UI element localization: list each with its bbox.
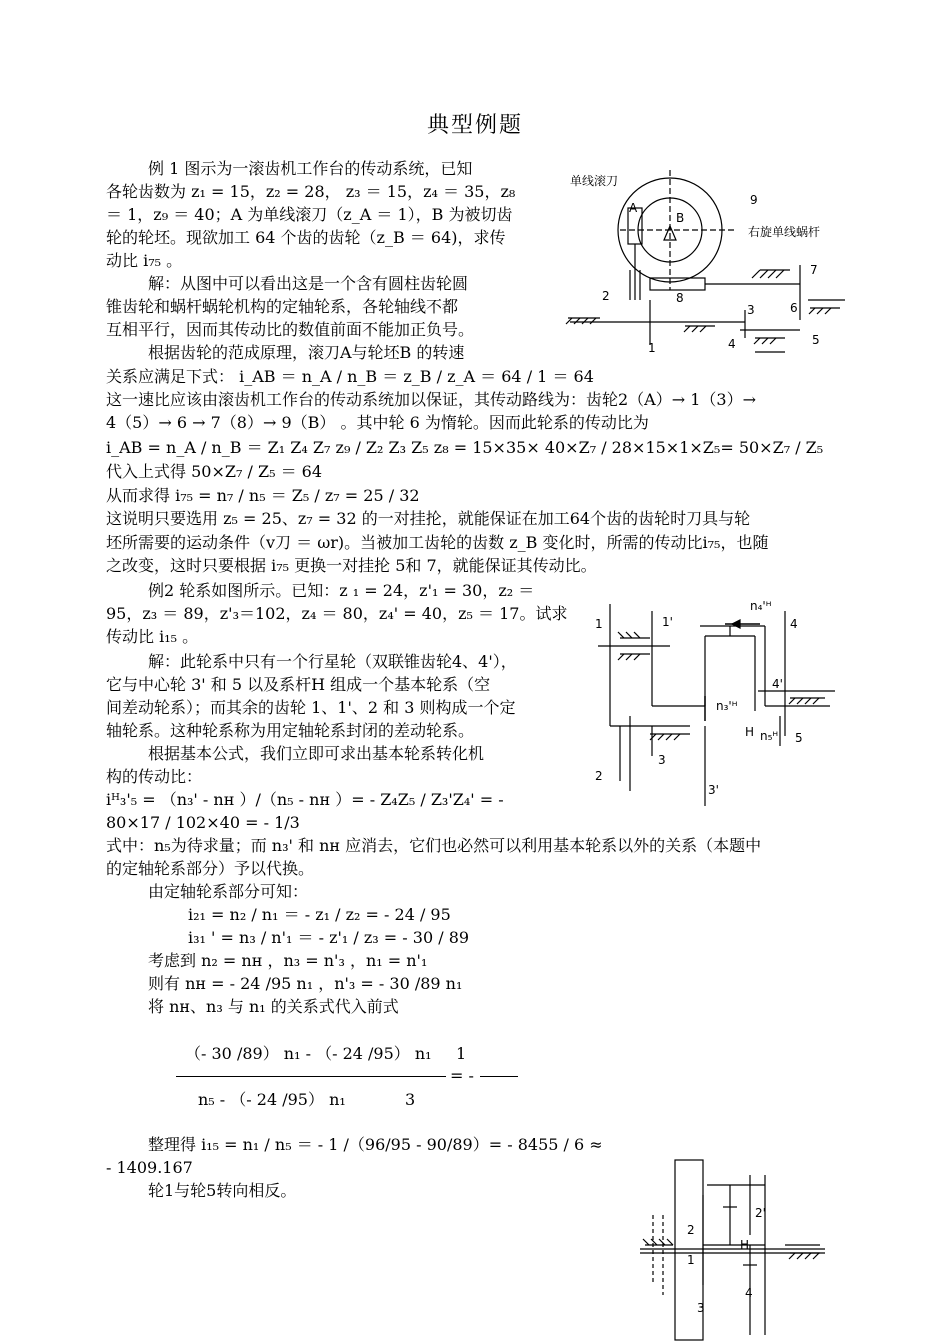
text-line: 关系应满足下式： i_AB ＝ n_A / n_B ＝ z_B / z_A ＝ 64 / 1 ＝ 64 [106,367,594,386]
label-2: 2 [602,289,610,303]
text-line: 根据基本公式，我们立即可求出基本轮系转化机 [148,744,485,763]
text-line: 的定轴轮系部分）予以代换。 [106,859,315,878]
label-3: 3 [747,303,755,317]
label-5: 5 [795,731,803,745]
label-7: 7 [810,263,818,277]
text-line: - 1409.167 [106,1158,193,1177]
rhs-numerator: 1 [456,1044,467,1063]
text-line: 例2 轮系如图所示。已知：z ₁ = 24，z'₁ = 30，z₂ ＝ [148,581,535,600]
text-line: 95，z₃ ＝ 89，z'₃＝102，z₄ ＝ 80，z₄' = 40，z₅ ＝ 17。试求 [106,604,568,623]
text-line: i₂₁ = n₂ / n₁ ＝ - z₁ / z₂ = - 24 / 95 [188,905,451,924]
label-1: 1 [648,341,656,355]
text-line: 80×17 / 102×40 = - 1/3 [106,813,300,832]
text-line: 各轮齿数为 z₁ = 15，z₂ = 28， z₃ ＝ 15，z₄ ＝ 35，z₈ [106,182,516,201]
text-line: 轮1与轮5转向相反。 [148,1181,297,1200]
text-line: ＝ 1，z₉ ＝ 40；A 为单线滚刀（z_A ＝ 1），B 为被切齿 [106,205,513,224]
text-line: iᴴ₃'₅ = （n₃' - nʜ ）/（n₅ - nʜ ）= - Z₄Z₅ / Z₃'Z₄' = - [106,790,504,809]
text-line: 动比 i₇₅ 。 [106,251,183,270]
text-line: 代入上式得 50×Z₇ / Z₅ ＝ 64 [106,462,323,481]
text-line: 考虑到 n₂ = nʜ ，n₃ = n'₃ ，n₁ = n'₁ [148,951,428,970]
text-line: 这一速比应该由滚齿机工作台的传动系统加以保证，其传动路线为：齿轮2（A）→ 1（3）→ [106,390,756,409]
label-3: 3 [658,753,666,767]
text-line: i₃₁ ' = n₃ / n'₁ ＝ - z'₁ / z₃ = - 30 / 89 [188,928,470,947]
label-8: 8 [676,291,684,305]
label-3: 3 [697,1301,705,1315]
text-line: 式中：n₅为待求量；而 n₃' 和 nʜ 应消去，它们也必然可以利用基本轮系以外的关系（本题中 [106,836,762,855]
n3h-label: n₃'ᴴ [716,699,738,713]
label-2p: 2' [755,1206,766,1220]
text-line: 互相平行，因而其传动比的数值前面不能加正负号。 [106,320,475,339]
text-line: 轮的轮坯。现欲加工 64 个齿的齿轮（z_B ＝ 64)，求传 [106,228,506,247]
label-4: 4 [745,1286,753,1300]
label-1: 1 [687,1253,695,1267]
figure-hobbing-transmission [560,160,850,360]
label-9: 9 [750,193,758,207]
text-line: 例 1 图示为一滚齿机工作台的传动系统，已知 [148,159,473,178]
n5h-label: n₅ᴴ [760,729,779,743]
label-a: A [629,201,638,215]
page-title: 典型例题 [426,113,523,138]
text-line: 间差动轮系）；而其余的齿轮 1、1'、2 和 3 则构成一个定 [106,698,516,717]
text-line: 从而求得 i₇₅ = n₇ / n₅ ＝ Z₅ / z₇ = 25 / 32 [106,486,420,505]
text-line: 由定轴轮系部分可知： [148,882,309,901]
label-2: 2 [687,1223,695,1237]
label-1: 1 [595,617,603,631]
text-line: 整理得 i₁₅ = n₁ / n₅ ＝ - 1 /（96/95 - 90/89）= - 8455 / 6 ≈ [148,1135,603,1154]
text-line: i_AB = n_A / n_B ＝ Z₁ Z₄ Z₇ z₉ / Z₂ Z₃ Z₅ z₈ = 15×35× 40×Z₇ / 28×15×1×Z₅= 50×Z₇ / Z₅ [106,438,824,457]
text-line: 之改变，这时只要根据 i₇₅ 更换一对挂抡 5和 7，就能保证其传动比。 [106,556,597,575]
figure-differential-train [590,596,840,806]
text-line: 坯所需要的运动条件（v刀 ＝ ωr)。当被加工齿轮的齿数 z_B 变化时，所需的传动比i₇₅，也随 [106,533,769,552]
label-4: 4 [790,617,798,631]
text-line: 这说明只要选用 z₅ = 25、z₇ = 32 的一对挂抡，就能保证在加工64个齿的齿轮时刀具与轮 [106,509,751,528]
label-b: B [676,211,685,225]
text-line: 锥齿轮和蜗杆蜗轮机构的定轴轮系，各轮轴线不都 [106,297,459,316]
rhs-denominator: 3 [405,1090,416,1109]
worm-label: 右旋单线蜗杆 [748,225,821,239]
text-line: 传动比 i₁₅ 。 [106,627,199,646]
text-line: 解：此轮系中只有一个行星轮（双联锥齿轮4、4'）， [148,652,517,671]
fraction-bar [176,1076,446,1077]
label-4p: 4' [772,677,783,691]
label-3p: 3' [708,783,719,797]
text-line: 4（5）→ 6 → 7（8）→ 9（B） 。其中轮 6 为惰轮。因而此轮系的传动比为 [106,413,649,432]
label-h: H [745,725,755,739]
fraction-equals: = - [450,1066,474,1085]
text-line: 根据齿轮的范成原理，滚刀A与轮坯B 的转速 [148,343,465,362]
n4h-label: n₄'ᴴ [750,599,772,613]
rhs-fraction-bar [480,1076,518,1077]
text-line: 构的传动比： [106,767,203,786]
text-line: 则有 nʜ = - 24 /95 n₁ ，n'₃ = - 30 /89 n₁ [148,974,463,993]
fraction-denominator: n₅ - （- 24 /95） n₁ [198,1090,346,1109]
label-6: 6 [790,301,798,315]
text-line: 轴轮系。这种轮系称为用定轴轮系封闭的差动轮系。 [106,721,475,740]
label-4: 4 [728,337,736,351]
label-1p: 1' [662,615,673,629]
text-line: 将 nʜ、n₃ 与 n₁ 的关系式代入前式 [148,997,399,1016]
text-line: 它与中心轮 3' 和 5 以及系杆H 组成一个基本轮系（空 [106,675,491,694]
hob-label: 单线滚刀 [570,174,619,188]
label-5: 5 [812,333,820,347]
text-line: 解：从图中可以看出这是一个含有圆柱齿轮圆 [148,274,469,293]
label-2: 2 [595,769,603,783]
figure-planetary-train [635,1155,835,1342]
fraction-numerator: （- 30 /89） n₁ - （- 24 /95） n₁ [185,1044,432,1063]
label-h: H [740,1238,750,1252]
